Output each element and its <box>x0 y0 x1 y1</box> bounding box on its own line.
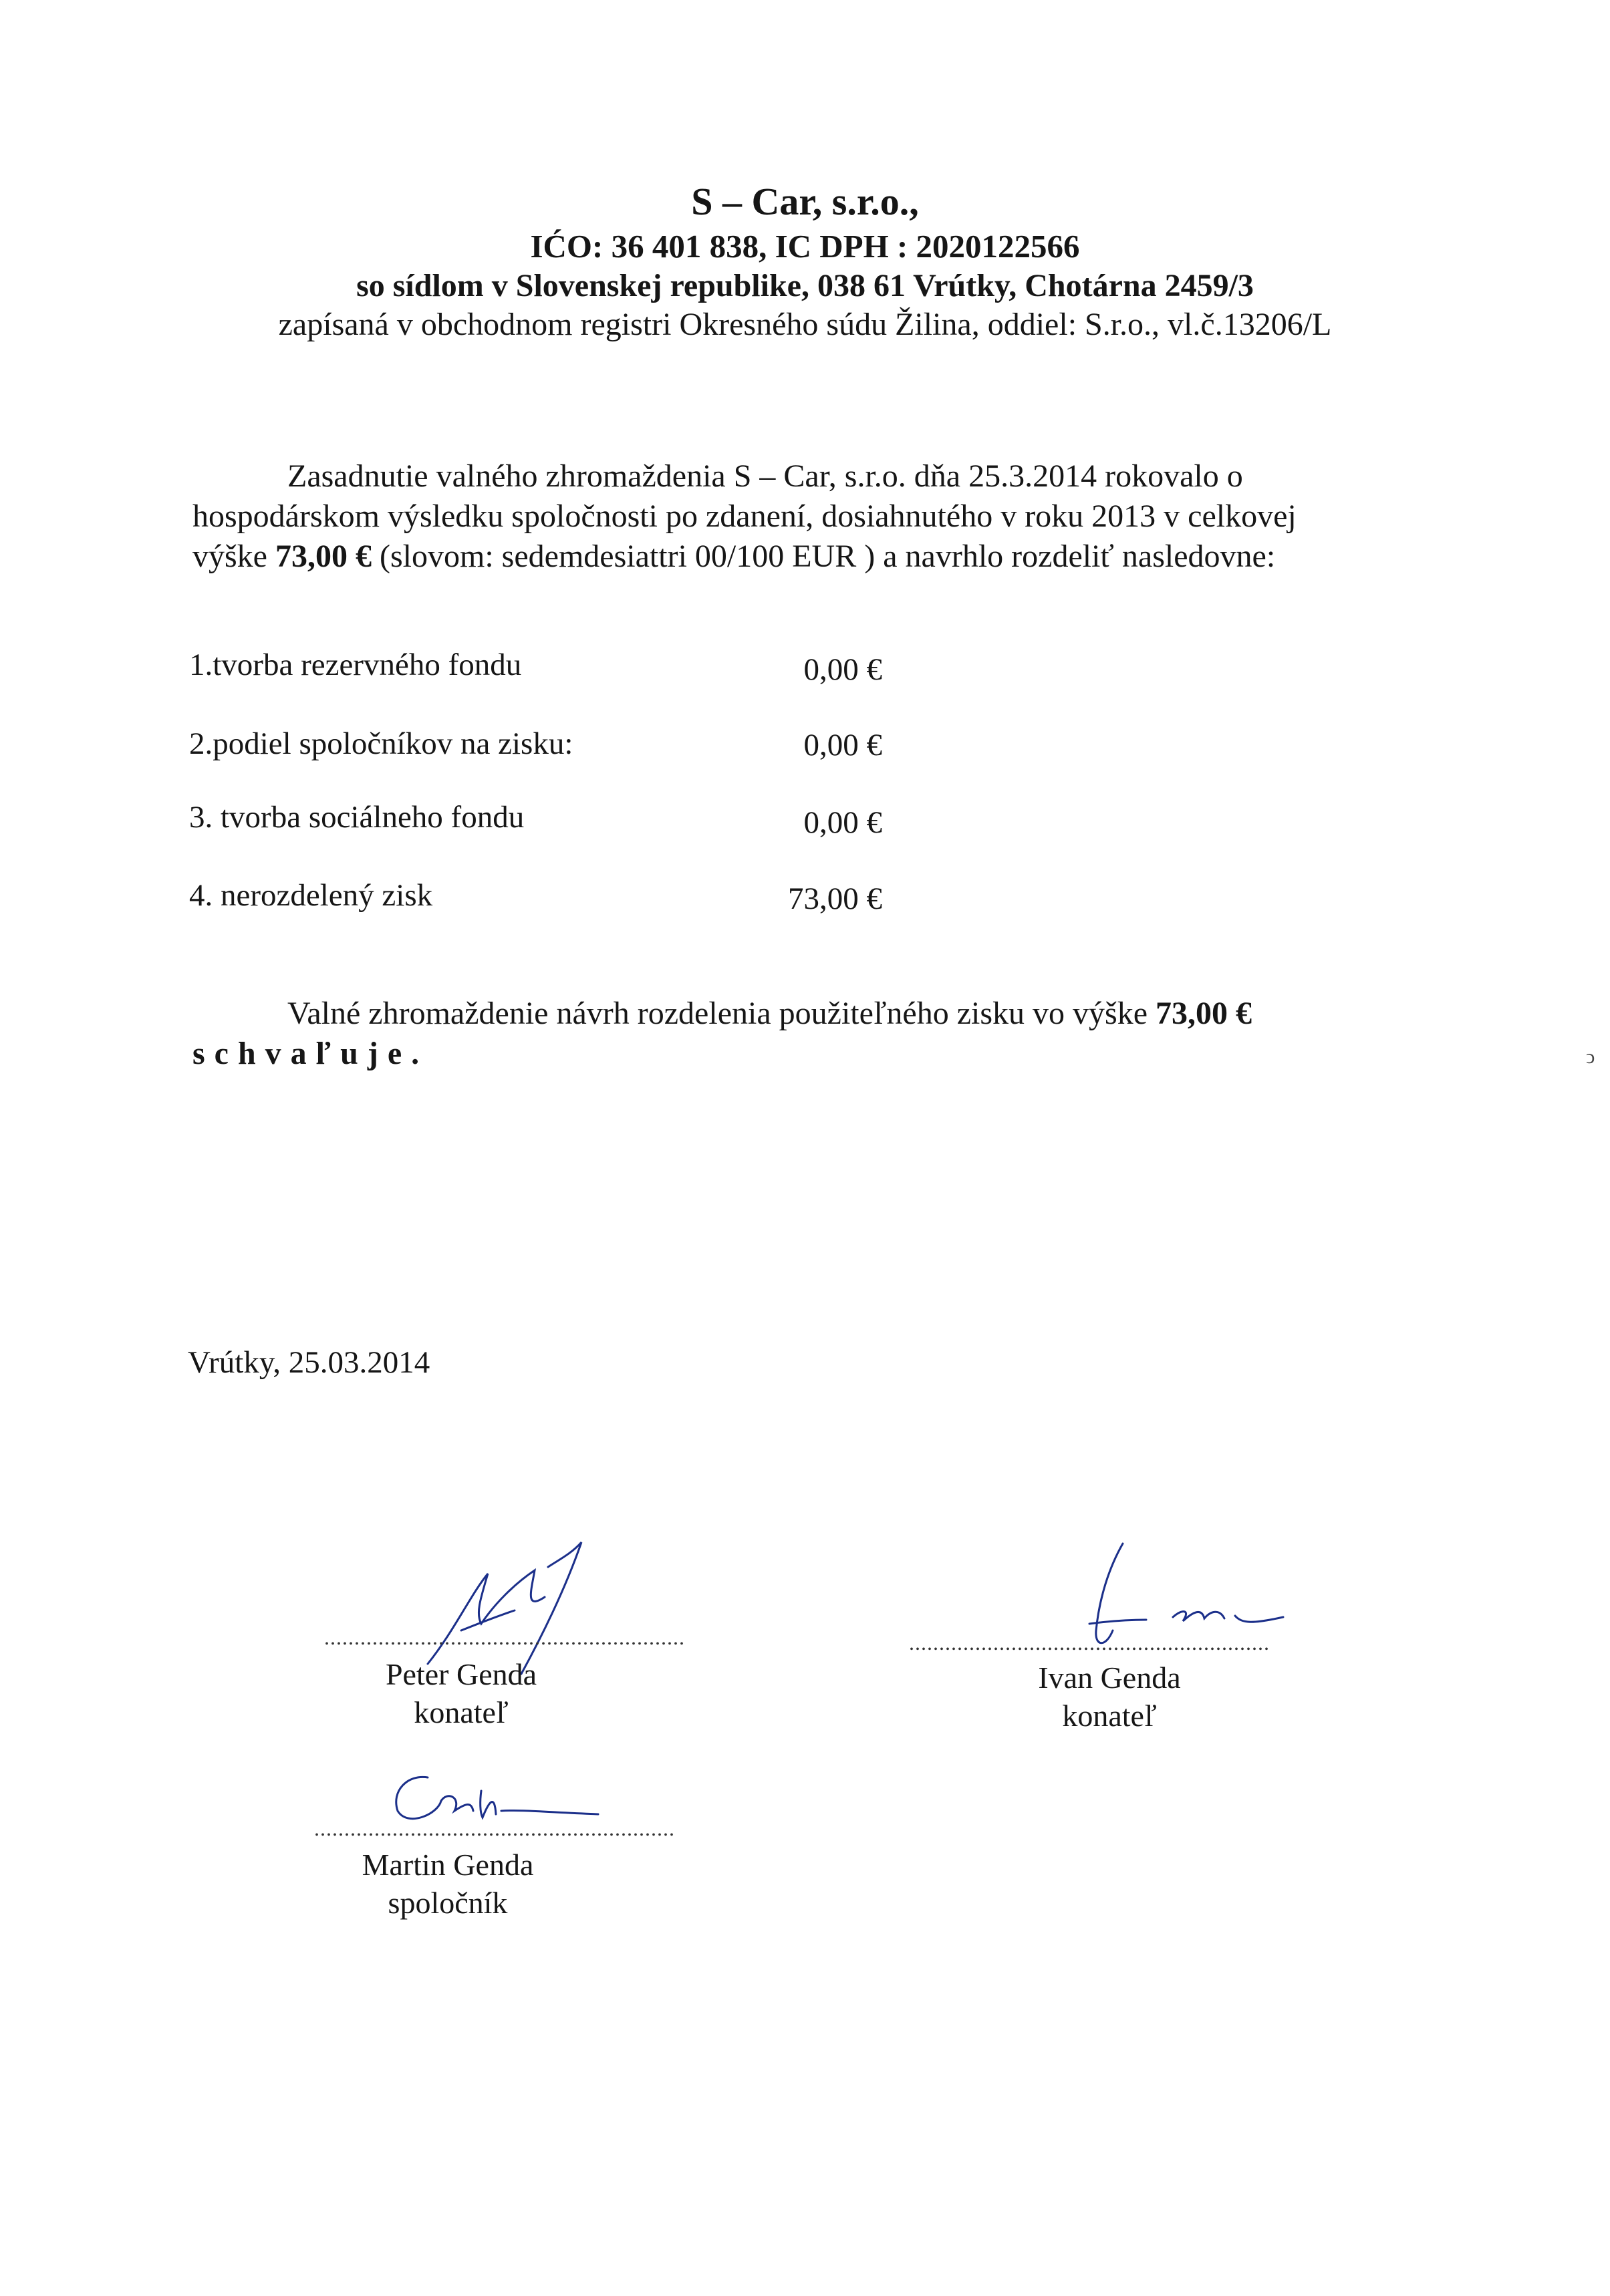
distribution-amount-3: 0,00 € <box>803 805 882 840</box>
distribution-label-3: 3. tvorba sociálneho fondu <box>189 800 525 835</box>
company-seat: so sídlom v Slovenskej republike, 038 61 Vrútky, Chotárna 2459/3 <box>356 268 1254 303</box>
intro-line-1: Zasadnutie valného zhromaždenia S – Car, s.r.o. dňa 25.3.2014 rokovalo o <box>287 458 1243 494</box>
signatory-2-name: Ivan Genda <box>1038 1661 1181 1695</box>
approval-verdict: schvaľuje. <box>192 1036 429 1071</box>
intro-paragraph <box>192 456 1369 577</box>
intro-line-3-prefix: výške <box>192 539 267 574</box>
place-date: Vrútky, 25.03.2014 <box>188 1345 430 1380</box>
intro-total-amount: 73,00 € <box>275 539 372 574</box>
signatory-3-role: spoločník <box>388 1886 508 1920</box>
approval-text: Valné zhromaždenie návrh rozdelenia použiteľného zisku vo výške <box>287 996 1148 1031</box>
distribution-amount-4: 73,00 € <box>788 881 882 916</box>
signatory-1-name: Peter Genda <box>385 1657 537 1691</box>
signatory-1-role: konateľ <box>414 1695 509 1729</box>
signatory-3 <box>314 1846 581 1922</box>
signatory-2 <box>976 1659 1243 1735</box>
approval-line-1 <box>192 994 1329 1034</box>
intro-line-3 <box>192 537 1369 577</box>
signatory-3-name: Martin Genda <box>362 1848 534 1882</box>
distribution-label-2: 2.podiel spoločníkov na zisku: <box>189 726 573 761</box>
margin-mark: ↄ <box>1586 1046 1595 1068</box>
company-registry: zapísaná v obchodnom registri Okresného súdu Žilina, oddiel: S.r.o., vl.č.13206/L <box>278 307 1332 342</box>
company-name: S – Car, s.r.o., <box>691 180 919 223</box>
signature-line-1: ............................................................ <box>324 1625 685 1649</box>
approval-paragraph <box>192 994 1329 1074</box>
signatory-2-role: konateľ <box>1062 1699 1157 1733</box>
signatory-1 <box>327 1655 595 1731</box>
approval-amount: 73,00 € <box>1156 996 1252 1031</box>
distribution-label-1: 1.tvorba rezervného fondu <box>189 648 522 682</box>
distribution-label-4: 4. nerozdelený zisk <box>189 878 433 913</box>
intro-line-2: hospodárskom výsledku spoločnosti po zdanení, dosiahnutého v roku 2013 v celkovej <box>192 498 1297 534</box>
intro-line-3-suffix: (slovom: sedemdesiattri 00/100 EUR ) a navrhlo rozdeliť nasledovne: <box>379 539 1276 574</box>
distribution-amount-2: 0,00 € <box>803 728 882 762</box>
signature-line-2: ............................................................ <box>909 1630 1270 1655</box>
company-ids: IĆO: 36 401 838, IC DPH : 2020122566 <box>530 228 1080 265</box>
distribution-amount-1: 0,00 € <box>803 652 882 687</box>
signature-line-3: ............................................................ <box>314 1816 675 1840</box>
